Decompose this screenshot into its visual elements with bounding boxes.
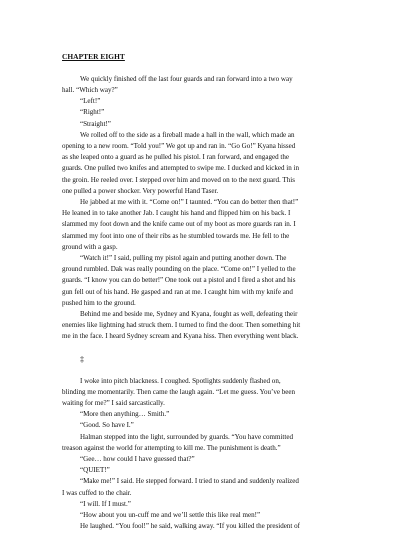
text-line: the groin. He reeled over. I stepped over him and moved on to the next guard. This xyxy=(62,175,295,184)
text-line: “How about you un-cuff me and we’ll settle this like real men!” xyxy=(80,511,261,520)
text-line: “Watch it!” I said, pulling my pistol again and putting another down. The xyxy=(80,253,287,262)
text-line: treason against the world for attempting to kill me. The punishment is death.” xyxy=(62,443,281,452)
text-line: I was cuffed to the chair. xyxy=(62,488,132,497)
text-block-part-1 xyxy=(62,74,362,343)
text-line: “Left!” xyxy=(80,97,101,106)
text-line: “Good. So have I.” xyxy=(80,421,134,430)
text-line: one pulled a power shocker. Very powerful Hand Taser. xyxy=(62,186,219,195)
text-line: “Make me!” I said. He stepped forward. I tried to stand and suddenly realized xyxy=(80,477,299,486)
text-line: as she leaped onto a guard as he pulled his pistol. I ran forward, and engaged the xyxy=(62,153,289,162)
text-line: ground with a gasp. xyxy=(62,242,118,251)
scene-break-symbol: ‡ xyxy=(80,354,84,364)
text-line: gun fell out of his hand. He gasped and ran at me. I caught him with my knife and xyxy=(62,287,293,296)
text-line: slammed my foot down and the knife came out of my boot as more guards ran in. I xyxy=(62,220,296,229)
text-line: waiting for me?” I said sarcastically. xyxy=(62,398,165,407)
text-line: Behind me and beside me, Sydney and Kyana, fought as well, defeating their xyxy=(80,309,298,318)
text-line: pushed him to the ground. xyxy=(62,298,136,307)
chapter-title: CHAPTER EIGHT xyxy=(62,52,125,61)
text-line: I woke into pitch blackness. I coughed. Spotlights suddenly flashed on, xyxy=(80,376,281,385)
text-line: “I will. If I must.” xyxy=(80,499,131,508)
text-block-part-2 xyxy=(62,376,362,533)
text-line: “Gee… how could I have guessed that?” xyxy=(80,455,195,463)
text-line: “Right!” xyxy=(80,108,105,117)
text-line: blinding me momentarily. Then came the laugh again. “Let me guess. You’ve been xyxy=(62,387,296,396)
text-line: We quickly finished off the last four guards and ran forward into a two way xyxy=(80,74,293,83)
text-line: guards. “I know you can do better!” One took out a pistol and I fired a shot and his xyxy=(62,276,296,285)
text-line: enemies like lightning had struck them. I turned to find the door. Then something hit xyxy=(62,321,301,330)
chapter-text xyxy=(62,51,362,532)
text-line: hall. “Which way?” xyxy=(62,85,118,94)
text-line: guards. One pulled two knifes and attempted to swipe me. I ducked and kicked in in xyxy=(62,164,299,173)
text-line: me in the face. I heard Sydney scream and Kyana hiss. Then everything went black. xyxy=(62,332,299,341)
text-line: “More then anything… Smith.” xyxy=(80,410,170,419)
text-line: He jabbed at me with it. “Come on!” I taunted. “You can do better then that!” xyxy=(80,197,299,206)
text-line: Halman stepped into the light, surrounded by guards. “You have committed xyxy=(80,432,294,441)
text-line: He leaned in to take another Jab. I caught his hand and flipped him on his back. I xyxy=(62,209,291,218)
text-line: slammed my foot into one of their ribs as he stumbled towards me. He fell to the xyxy=(62,231,290,240)
text-line: ground rumbled. Dak was really pounding on the place. “Come on!” I yelled to the xyxy=(62,265,296,274)
text-line: He laughed. “You fool!” he said, walking away. “If you killed the president of xyxy=(80,522,300,531)
text-line: We rolled off to the side as a fireball made a hall in the wall, which made an xyxy=(80,130,295,139)
text-line: “Straight!” xyxy=(80,119,111,128)
text-line: opening to a new room. “Told you!” We got up and ran in. “Go Go!” Kyana hissed xyxy=(62,141,296,150)
text-line: “QUIET!” xyxy=(80,466,110,475)
